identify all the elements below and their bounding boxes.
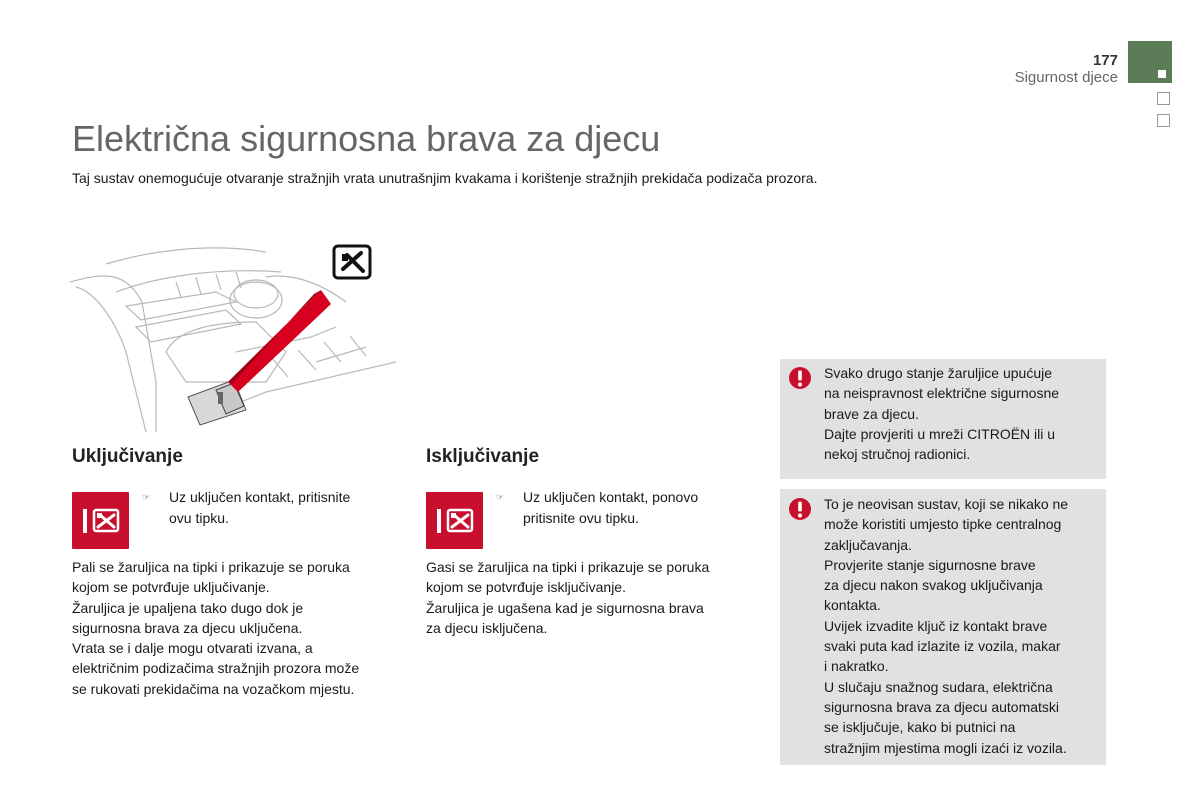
enable-description (72, 557, 412, 699)
text-line: Provjerite stanje sigurnosne brave (824, 556, 1036, 573)
text-line: Žaruljica je upaljena tako dugo dok je (72, 599, 304, 616)
intro-text: Taj sustav onemogućuje otvaranje stražnjih vrata unutrašnjim kvakama i korištenje stražnjih prekidača podizača prozora. (72, 170, 818, 186)
text-line: To je neovisan sustav, koji se nikako ne (824, 496, 1069, 512)
warning-text (824, 363, 1104, 464)
text-line: može koristiti umjesto tipke centralnog (824, 516, 1062, 533)
child-lock-button-icon (426, 492, 483, 549)
section-tab-inactive (1157, 92, 1170, 105)
text-line: zaključavanja. (824, 536, 912, 553)
section-heading-enable: Uključivanje (72, 446, 183, 467)
disable-description (426, 557, 766, 638)
text-line: Žaruljica je ugašena kad je sigurnosna brava (426, 599, 704, 616)
text-line: svaki puta kad izlazite iz vozila, makar (824, 638, 1061, 655)
text-line: Pali se žaruljica na tipki i prikazuje se poruka (72, 559, 350, 575)
text-line: Dajte provjeriti u mreži CITROËN ili u (824, 425, 1056, 442)
section-name: Sigurnost djece (1014, 69, 1118, 86)
text-line: električnim podizačima stražnjih prozora može (72, 660, 360, 677)
text-line: pritisnite ovu tipku. (523, 510, 639, 526)
text-line: se rukovati prekidačima na vozačkom mjestu. (72, 680, 355, 697)
text-line: Svako drugo stanje žaruljice upućuje (824, 365, 1053, 381)
disable-instruction (523, 487, 763, 529)
text-line: nekoj stručnoj radionici. (824, 446, 971, 463)
text-line: Vrata se i dalje mogu otvarati izvana, a (72, 640, 313, 657)
text-line: Uvijek izvadite ključ iz kontakt brave (824, 617, 1048, 634)
pointer-bullet-icon: ☞ (496, 492, 505, 502)
warning-text (824, 494, 1104, 758)
child-lock-button-icon (72, 492, 129, 549)
page-title: Električna sigurnosna brava za djecu (72, 118, 661, 159)
text-line: kojom se potvrđuje isključivanje. (426, 579, 626, 596)
exclamation-icon (788, 366, 812, 390)
text-line: ovu tipku. (169, 510, 229, 526)
text-line: za djecu nakon svakog uključivanja (824, 577, 1043, 594)
text-line: kontakta. (824, 597, 881, 614)
text-line: Gasi se žaruljica na tipki i prikazuje se poruka (426, 559, 710, 575)
text-line: stražnjim mjestima mogli izaći iz vozila. (824, 739, 1067, 756)
section-heading-disable: Isključivanje (426, 446, 540, 467)
enable-instruction (169, 487, 409, 529)
text-line: sigurnosna brava za djecu automatski (824, 698, 1060, 715)
text-line: U slučaju snažnog sudara, električna (824, 678, 1053, 695)
exclamation-icon (788, 497, 812, 521)
text-line: brave za djecu. (824, 405, 919, 422)
text-line: sigurnosna brava za djecu uključena. (72, 619, 303, 636)
section-tab-marker (1158, 70, 1166, 78)
child-lock-symbol-icon (334, 246, 370, 278)
text-line: kojom se potvrđuje uključivanje. (72, 579, 270, 596)
section-tab-inactive (1157, 114, 1170, 127)
center-console-illustration (66, 232, 396, 432)
text-line: i nakratko. (824, 658, 889, 675)
text-line: za djecu isključena. (426, 619, 548, 636)
text-line: Uz uključen kontakt, pritisnite (169, 489, 351, 505)
pointer-bullet-icon: ☞ (142, 492, 151, 502)
text-line: Uz uključen kontakt, ponovo (523, 489, 699, 505)
text-line: na neispravnost električne sigurnosne (824, 385, 1060, 402)
page-number: 177 (1092, 52, 1118, 69)
text-line: se isključuje, kako bi putnici na (824, 719, 1016, 736)
